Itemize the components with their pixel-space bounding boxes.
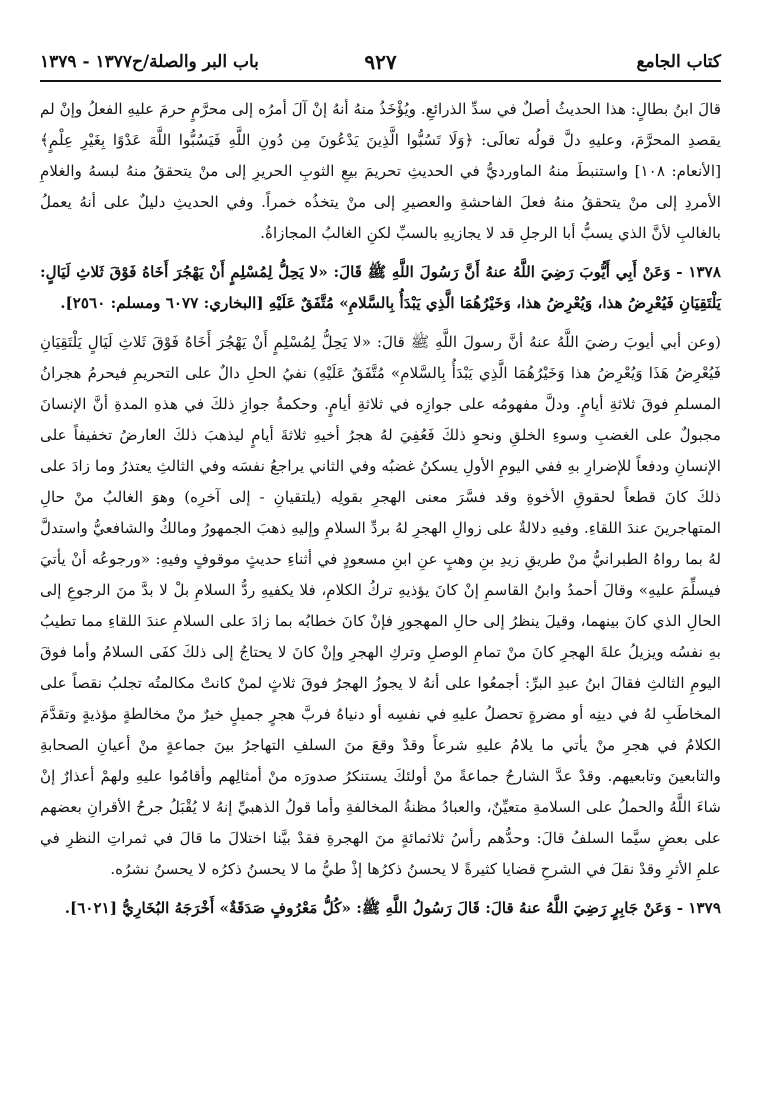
- page-body: [40, 94, 721, 932]
- hadith-number: ١٣٧٩: [688, 899, 721, 917]
- hadith-1378: [40, 257, 721, 319]
- commentary-paragraph-ibn-battal: [40, 94, 721, 249]
- paragraph-text: (وعن أبي أيوبَ رضيَ اللَّهُ عنهُ أنَّ رسولَ اللَّهِ ﷺ قالَ: «لا يَحِلُّ لِمُسْلِمٍ أَنْ يَهْجُرَ أَخَاهُ فَوْقَ ثَلاثِ لَيَالٍ يَلْتَقِيَانِ فَيُعْرِضُ هَذَا وَيُعْرِضُ هذا وَخَيْرُهُمَا الَّذِي يَبْدَأُ بِالسَّلامِ» مُتَّفَقٌ عَلَيْهِ) نفيُ الحلِ دالٌ على التحريمِ فيحرمُ هجرانُ المسلمِ فوقَ ثلاثةِ أيامٍ. ودلَّ مفهومُه على جوازِه في ثلاثةِ أيامٍ. وحكمةُ جوازِ ذلكَ في هذهِ المدةِ أنَّ الإنسانَ مجبولٌ على الغضبِ وسوءِ الخلقِ ونحوِ ذلكَ فَعُفِيَ لهُ هجرُ أخيهِ ثلاثةَ أيامٍ ليذهبَ ذلكَ العارضُ تخفيفاً على الإنسانِ ودفعاً للإضرارِ بهِ ففي اليومِ الأولِ يسكنُ غضبُه وفي الثاني يراجعُ نفسَه وفي الثالثِ يعتذرُ وما زادَ على ذلكَ كانَ قطعاً لحقوقِ الأخوةِ وقد فسَّرَ معنى الهجرِ بقولِه (يلتقيانِ - إلى آخرِه) وهوَ الغالبُ منْ حالِ المتهاجرينَ عندَ اللقاءِ. وفيهِ دلالةٌ على زوالِ الهجرِ لهُ بردِّ السلامِ وإليهِ ذهبَ الجمهورُ ومالكٌ والشافعيُّ واستدلَّ لهُ بما رواهُ الطبرانيُّ منْ طريقِ زيدِ بنِ وهبٍ عنِ ابنِ مسعودٍ في أثناءِ حديثٍ موقوفٍ وفيهِ: «ورجوعُه أنْ يأتيَ فيسلِّمَ عليهِ» وقالَ أحمدُ وابنُ القاسمِ إنْ كانَ يؤذيهِ تركُ الكلامِ، فلا يكفيهِ ردُّ السلامِ بلْ لا بدَّ منَ الرجوعِ إلى الحالِ الذي كانَ بينهما، وقيلَ ينظرُ إلى حالِ المهجورِ فإنْ كانَ خطابُه بما زادَ على السلامِ عندَ اللقاءِ مما تطيبُ بهِ نفسُه ويزيلُ علةَ الهجرِ كانَ منْ تمامِ الوصلِ وتركِ الهجرِ وإنْ كانَ لا يحتاجُ إلى ذلكَ كفَى السلامُ وأما فوقَ اليومِ الثالثِ فقالَ ابنُ عبدِ البرِّ: أجمعُوا على أنهُ لا يجوزُ الهجرُ فوقَ ثلاثٍ لمنْ كانتْ مكالمتُه تجلبُ نقصاً على المخاطَبِ لهُ في دينِه أو مضرةٍ تحصلُ عليهِ في نفسِه أو دنياهُ فربَّ هجرٍ جميلٍ خيرٌ منْ مخالطةٍ مؤذيةٍ وتقدَّمَ الكلامُ في هجرِ منْ يأتي ما يلامُ عليهِ شرعاً وقدْ وقعَ منَ السلفِ التهاجرُ بينَ جماعةٍ منْ أعيانِ الصحابةِ والتابعينَ وتابعيهم. وقدْ عدَّ الشارحُ جماعةً منْ أولئكَ يستنكرُ صدورَه منْ أمثالِهم وأقامُوا عليهِ ولهمْ أعذارٌ إنْ شاءَ اللَّهُ والحملُ على السلامةِ متعيِّنٌ، والعبادُ مظنةُ المخالفةِ وأما قولُ الذهبيِّ إنهُ لا يُقْبَلُ جرحُ الأقرانِ بعضهم على بعضٍ سيَّما السلفُ قالَ: وحدُّهم رأسُ ثلاثمائةٍ منَ الهجرةِ فقدْ بيَّنا اختلالَ ما قالَ في ثمراتِ النظرِ في علمِ الأثرِ وقدْ نقلَ في الشرحِ قضايا كثيرةً لا يحسنُ ذكرُها إذْ طيُّ ما لا يحسنُ ذكرُه لا يحسنُ نشرُه.: [40, 333, 721, 878]
- hadith-1379: [40, 893, 721, 924]
- paragraph-text: قالَ ابنُ بطالٍ: هذا الحديثُ أصلٌ في سدِّ الذرائعِ. ويُؤْخَذُ منهُ أنهُ إنْ آلَ أمرُه إلى محرَّمٍ حرمَ عليهِ الفعلُ وإنْ لم يقصدِ المحرَّمَ، وعليهِ دلَّ قولُه تعالَى: ﴿وَلَا تَسُبُّوا الَّذِينَ يَدْعُونَ مِن دُونِ اللَّهِ فَيَسُبُّوا اللَّهَ عَدْوًا بِغَيْرِ عِلْمٍ﴾ [الأنعام: ١٠٨] واستنبطَ منهُ الماورديُّ في الحديثِ تحريمَ بيعِ الثوبِ الحريرِ إلى منْ يتحققُ منهُ لبسهُ والغلامِ الأمردِ إلى منْ يتحققُ منهُ فعلَ الفاحشةِ والعصيرِ إلى منْ يتخذُه خمراً. وفي الحديثِ دليلٌ على أنهُ يعملُ بالغالبِ لأنَّ الذي يسبُّ أبا الرجلِ قد لا يجازيهِ بالسبِّ لكنِ الغالبُ المجازاةُ.: [40, 100, 721, 242]
- chapter-reference: باب البر والصلة/ح١٣٧٧ - ١٣٧٩: [40, 52, 259, 72]
- hadith-text: - وَعَنْ أَبِي أَيُّوبَ رَضِيَ اللَّهُ عنهُ أَنَّ رَسُولَ اللَّهِ ﷺ قَالَ: «لا يَحِلُّ لِمُسْلِمٍ أَنْ يَهْجُرَ أَخَاهُ فَوْقَ ثَلاثِ لَيَالٍ: يَلْتَقِيَانِ فَيُعْرِضُ هذا، وَيُعْرِضُ هذا، وَخَيْرُهُمَا الَّذِي يَبْدَأُ بِالسَّلامِ» مُتَّفَقٌ عَلَيْهِ [البخاري: ٦٠٧٧ ومسلم: ٢٥٦٠].: [40, 263, 721, 312]
- page-number: ٩٢٧: [364, 50, 397, 74]
- hadith-number: ١٣٧٨: [688, 263, 721, 281]
- page-header: [40, 50, 721, 82]
- hadith-text: - وَعَنْ جَابِرٍ رَضِيَ اللَّهُ عنهُ قالَ: قَالَ رَسُولُ اللَّهِ ﷺ: «كُلُّ مَعْرُوفٍ صَدَقَةٌ» أَخْرَجَهُ البُخَارِيُّ [٦٠٢١].: [64, 899, 684, 917]
- book-title: كتاب الجامع: [636, 52, 721, 72]
- commentary-paragraph-abu-ayyub: [40, 327, 721, 885]
